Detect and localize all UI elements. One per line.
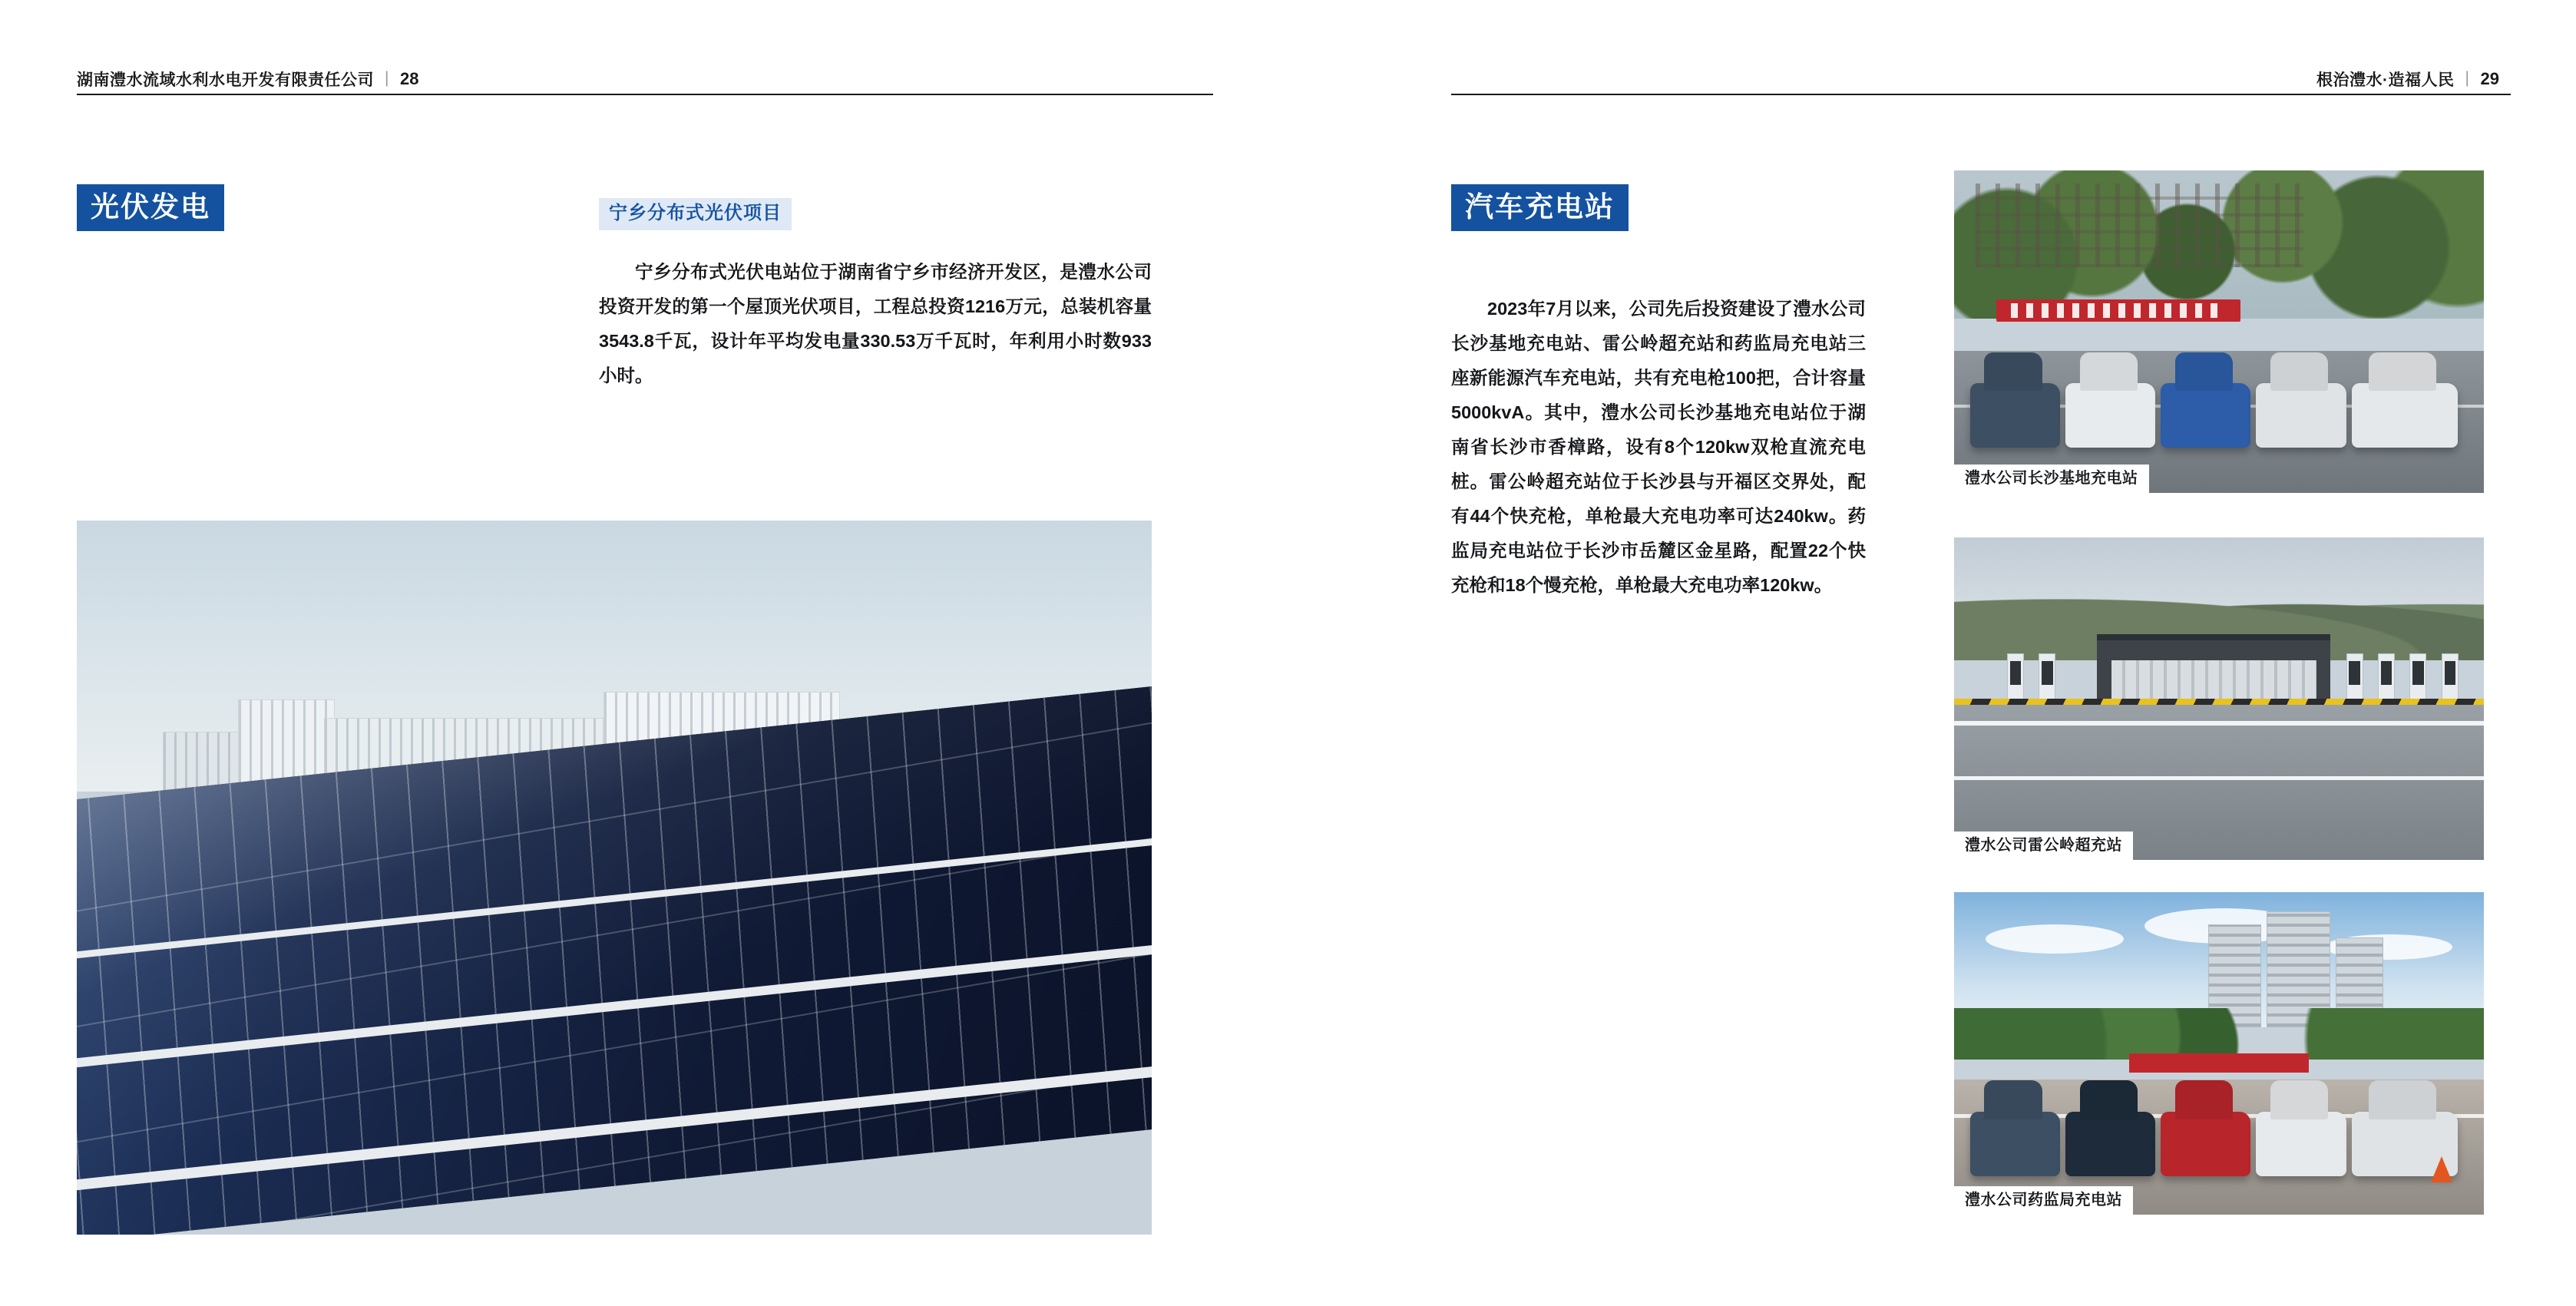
red-banner-3	[2129, 1053, 2310, 1073]
body-paragraph-right: 2023年7月以来，公司先后投资建设了澧水公司长沙基地充电站、雷公岭超充站和药监局充电站三座新能源汽车充电站，共有充电枪100把，合计容量5000kvA。其中，澧水公司长沙基地充电站位于湖南省长沙市香樟路，设有8个120kw双枪直流充电桩。雷公岭超充站位于长沙县与开福区交界处，配有44个快充枪，单枪最大充电功率可达240kw。药监局充电站位于长沙市岳麓区金星路，配置22个快充枪和18个慢充枪，单枪最大充电功率120kw。	[1451, 299, 1866, 595]
body-text-left	[599, 255, 1152, 393]
photo-caption-3: 澧水公司药监局充电站	[1954, 1186, 2133, 1215]
body-paragraph-left: 宁乡分布式光伏电站位于湖南省宁乡市经济开发区，是澧水公司投资开发的第一个屋顶光伏项目，工程总投资1216万元，总装机容量3543.8千瓦，设计年平均发电量330.53万千瓦时，年利用小时数933小时。	[599, 262, 1152, 385]
running-head-right	[2316, 68, 2499, 91]
section-banner-left: 光伏发电	[77, 184, 224, 231]
photo-leigongling-supercharging	[1954, 537, 2484, 860]
running-head-right-text: 根治澧水·造福人民	[2316, 71, 2455, 89]
subsection-tag: 宁乡分布式光伏项目	[599, 198, 792, 230]
photo-caption-1: 澧水公司长沙基地充电站	[1954, 465, 2149, 493]
page-number-left: 28	[399, 69, 419, 88]
body-text-right	[1451, 292, 1866, 603]
right-page	[1288, 0, 2576, 1306]
header-rule-right	[1451, 94, 2511, 95]
photo-yaojianju-station	[1954, 892, 2484, 1215]
photo-caption-2: 澧水公司雷公岭超充站	[1954, 832, 2133, 860]
running-head-left-separator: |	[385, 69, 389, 87]
running-head-left	[77, 68, 418, 91]
running-head-right-separator: |	[2465, 69, 2470, 87]
page-number-right: 29	[2480, 69, 2499, 88]
photo-changsha-base-station	[1954, 170, 2484, 493]
section-banner-right: 汽车充电站	[1451, 184, 1629, 231]
photo-solar-rooftop	[77, 521, 1152, 1235]
header-rule-left	[77, 94, 1213, 95]
running-head-left-text: 湖南澧水流域水利水电开发有限责任公司	[77, 71, 374, 89]
red-banner-1	[1996, 299, 2240, 322]
